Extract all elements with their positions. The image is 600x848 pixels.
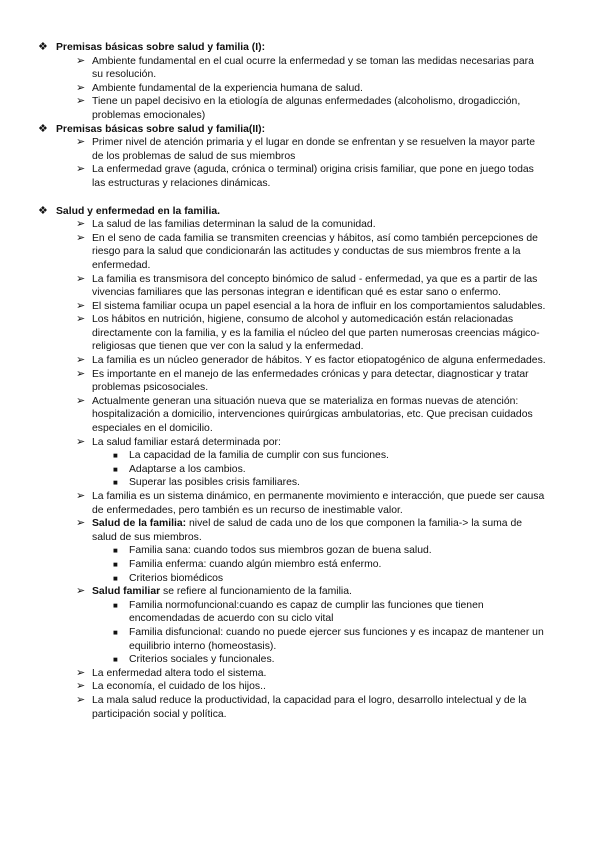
arrow-bullet-icon: ➢ bbox=[76, 666, 86, 679]
list-item: ➢ Primer nivel de atención primaria y el lugar en donde se enfrentan y se resuelven la mayor parte de los problemas de salud de sus miembros bbox=[76, 136, 535, 162]
sub-list-item: ■ La capacidad de la familia de cumplir con sus funciones. bbox=[113, 450, 389, 462]
sub-list-item: ■ Adaptarse a los cambios. bbox=[113, 463, 246, 475]
arrow-bullet-icon: ➢ bbox=[76, 81, 86, 94]
list-item: ➢ Los hábitos en nutrición, higiene, consumo de alcohol y automedicación están relacionadas directamente con la familia, y es la familia el núcleo del que parten numerosas creencias mágico- religiosas que tienen que ver con la salud y la enfermedad. bbox=[76, 313, 540, 353]
list-item: ➢ La economía, el cuidado de los hijos.. bbox=[76, 680, 266, 693]
list-item: ➢ Ambiente fundamental en el cual ocurre la enfermedad y se toman las medidas necesarias para su resolución. bbox=[76, 54, 534, 81]
sub-list-item: ■ Familia disfuncional: cuando no puede ejercer sus funciones y es incapaz de mantener un equilibrio interno (homeostasis). bbox=[113, 626, 544, 652]
square-bullet-icon: ■ bbox=[113, 627, 118, 637]
arrow-bullet-icon: ➢ bbox=[76, 517, 86, 530]
list-item: ➢ El sistema familiar ocupa un papel esencial a la hora de influir en los comportamientos saludables. bbox=[76, 299, 546, 312]
list-item: ➢ La familia es un núcleo generador de hábitos. Y es factor etiopatogénico de alguna enfermedades. bbox=[76, 354, 546, 367]
arrow-bullet-icon: ➢ bbox=[76, 490, 86, 502]
list-item: ➢ La salud familiar estará determinada por: bbox=[76, 435, 281, 448]
arrow-bullet-icon: ➢ bbox=[76, 299, 86, 312]
list-item: ➢ La enfermedad altera todo el sistema. bbox=[76, 666, 267, 679]
square-bullet-icon: ■ bbox=[113, 573, 118, 583]
arrow-bullet-icon: ➢ bbox=[76, 163, 86, 176]
square-bullet-icon: ■ bbox=[113, 478, 118, 488]
list-item: ➢ Salud familiar se refiere al funcionamiento de la familia. bbox=[76, 585, 352, 598]
sub-list-item: ■ Superar las posibles crisis familiares. bbox=[113, 477, 300, 489]
list-item: ➢ Salud de la familia: nivel de salud de cada uno de los que componen la familia-> la suma de salud de sus miembros. bbox=[76, 517, 523, 543]
sub-list-item: ■ Criterios biomédicos bbox=[113, 572, 224, 584]
list-item: ➢ La familia es un sistema dinámico, en permanente movimiento e interacción, que puede ser causa de enfermedades, pero también es un recurso de inestimable valor. bbox=[76, 490, 545, 516]
section-heading-premisas-1: ❖ Premisas básicas sobre salud y familia (I): bbox=[38, 41, 266, 53]
sub-list-item: ■ Familia normofuncional:cuando es capaz de cumplir las funciones que tienen encomendadas de acuerdo con su ciclo vital bbox=[113, 599, 484, 625]
section-spacer bbox=[0, 191, 600, 205]
list-item: ➢ La familia es transmisora del concepto binómico de salud - enfermedad, ya que es a partir de las vivencias familiares que las personas integran e identifican qué es estar sano o enfermo. bbox=[76, 272, 538, 299]
square-bullet-icon: ■ bbox=[113, 464, 118, 474]
arrow-bullet-icon: ➢ bbox=[76, 585, 86, 598]
diamond-bullet-icon: ❖ bbox=[38, 204, 48, 217]
list-item: ➢ La enfermedad grave (aguda, crónica o terminal) origina crisis familiar, que pone en juego todas las estructuras y relaciones dinámicas. bbox=[76, 163, 534, 189]
square-bullet-icon: ■ bbox=[113, 600, 118, 610]
arrow-bullet-icon: ➢ bbox=[76, 313, 86, 326]
list-item: ➢ Tiene un papel decisivo en la etiología de algunas enfermedades (alcoholismo, drogadicción, problemas emocionales) bbox=[76, 95, 521, 121]
diamond-bullet-icon: ❖ bbox=[38, 41, 48, 53]
list-item: ➢ La mala salud reduce la productividad, la capacidad para el logro, desarrollo intelectual y de la participación social y política. bbox=[76, 693, 527, 720]
square-bullet-icon: ■ bbox=[113, 655, 118, 665]
document-body bbox=[0, 41, 600, 721]
diamond-bullet-icon: ❖ bbox=[38, 122, 48, 135]
arrow-bullet-icon: ➢ bbox=[76, 680, 86, 693]
section-heading-premisas-2: ❖ Premisas básicas sobre salud y familia(II): bbox=[38, 122, 266, 135]
square-bullet-icon: ■ bbox=[113, 451, 118, 461]
list-item: ➢ Es importante en el manejo de las enfermedades crónicas y para detectar, diagnosticar y tratar problemas psicosociales. bbox=[76, 367, 529, 394]
arrow-bullet-icon: ➢ bbox=[76, 435, 86, 448]
arrow-bullet-icon: ➢ bbox=[76, 136, 86, 149]
list-item: ➢ En el seno de cada familia se transmiten creencias y hábitos, así como también percepciones de riesgo para la salud que condicionarán las actitudes y conductas de sus miembros frente a la enfermedad. bbox=[76, 231, 538, 271]
arrow-bullet-icon: ➢ bbox=[76, 54, 86, 67]
square-bullet-icon: ■ bbox=[113, 546, 118, 556]
arrow-bullet-icon: ➢ bbox=[76, 95, 86, 108]
list-item: ➢ Ambiente fundamental de la experiencia humana de salud. bbox=[76, 81, 363, 94]
square-bullet-icon: ■ bbox=[113, 559, 118, 569]
arrow-bullet-icon: ➢ bbox=[76, 231, 86, 244]
sub-list-item: ■ Familia enferma: cuando algún miembro está enfermo. bbox=[113, 558, 382, 570]
section-heading-salud-enfermedad: ❖ Salud y enfermedad en la familia. bbox=[38, 204, 220, 217]
sub-list-item: ■ Familia sana: cuando todos sus miembros gozan de buena salud. bbox=[113, 545, 432, 557]
arrow-bullet-icon: ➢ bbox=[76, 693, 86, 706]
sub-list-item: ■ Criterios sociales y funcionales. bbox=[113, 654, 275, 666]
arrow-bullet-icon: ➢ bbox=[76, 354, 86, 367]
arrow-bullet-icon: ➢ bbox=[76, 367, 86, 380]
arrow-bullet-icon: ➢ bbox=[76, 394, 86, 407]
list-item: ➢ Actualmente generan una situación nueva que se materializa en formas nuevas de atención: hospitalización a domicilio, intervenciones quirúrgicas ambulatorias, etc. Que precisan cuidados especiales en el domicilio. bbox=[76, 394, 533, 435]
list-item: ➢ La salud de las familias determinan la salud de la comunidad. bbox=[76, 218, 376, 231]
arrow-bullet-icon: ➢ bbox=[76, 272, 86, 285]
arrow-bullet-icon: ➢ bbox=[76, 218, 86, 231]
